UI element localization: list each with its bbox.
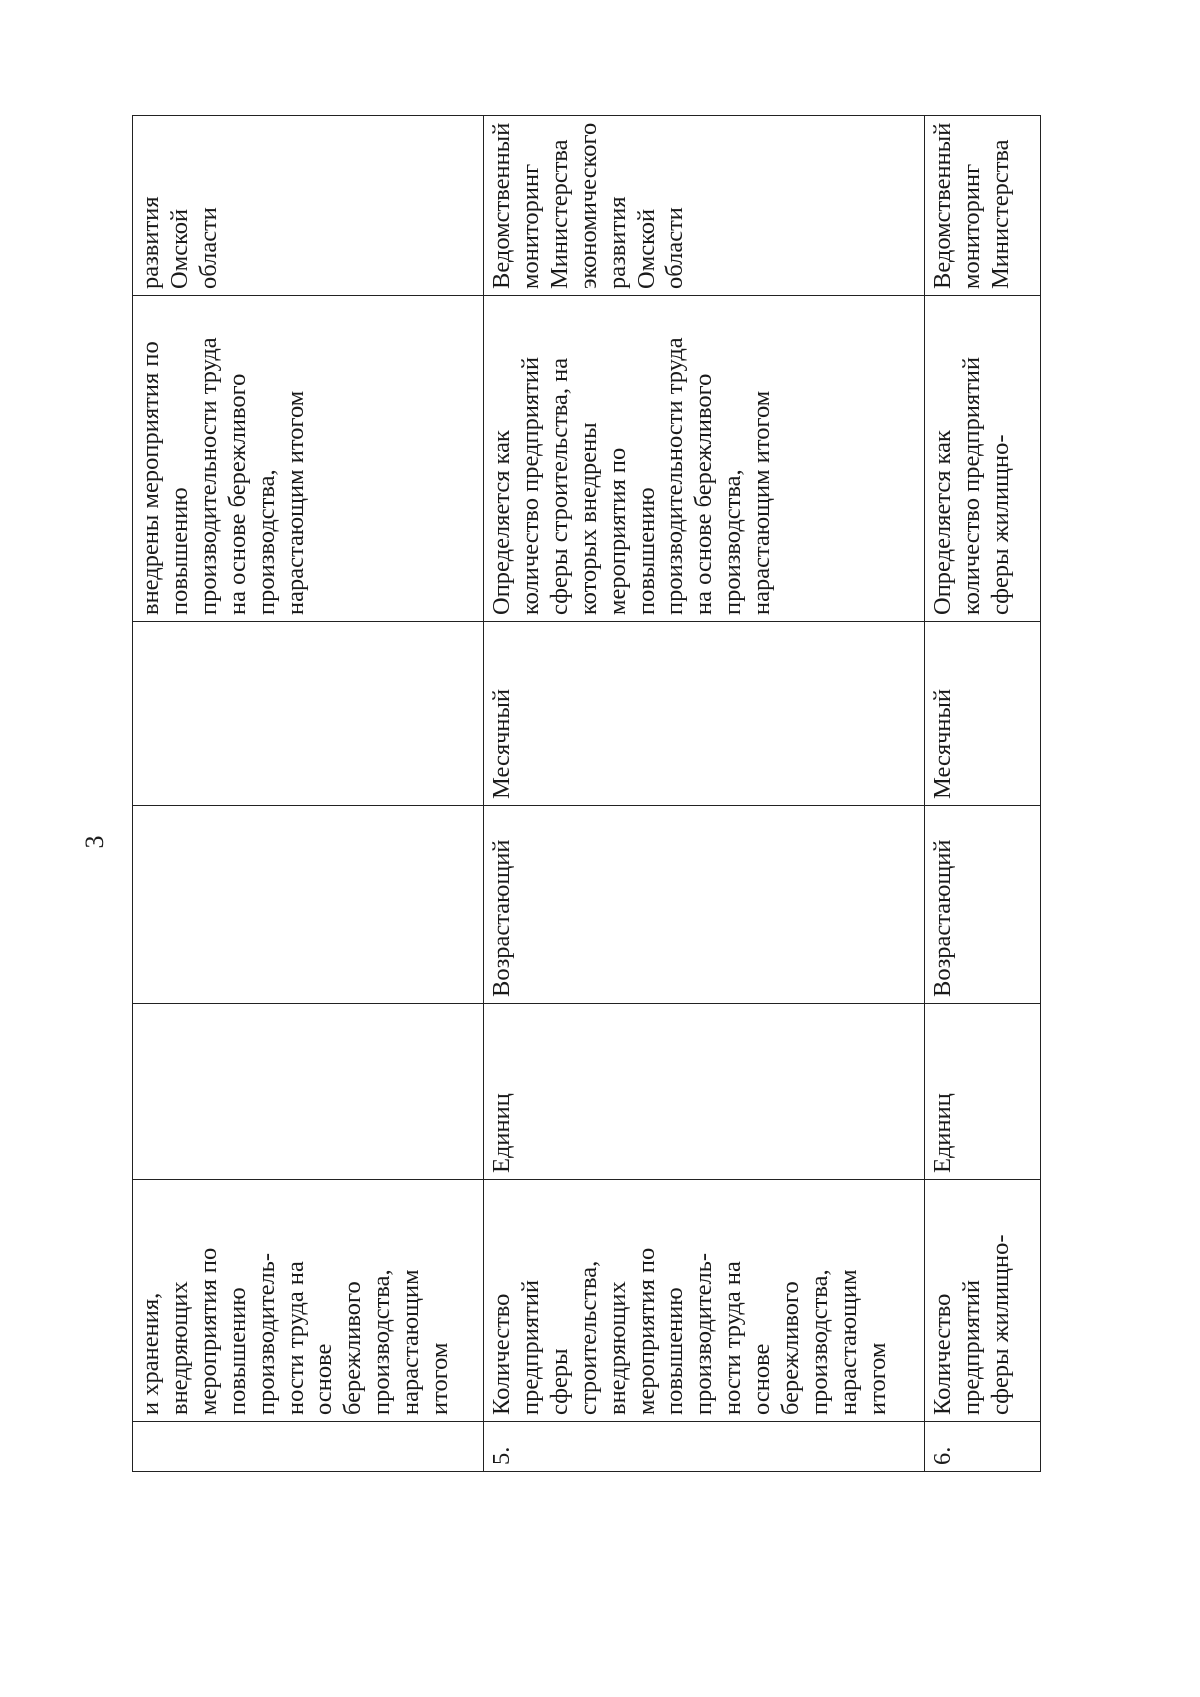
cell-number: 6. [925, 1422, 1041, 1472]
cell-direction: Возрастающий [925, 806, 1041, 1004]
cell-period [133, 622, 484, 806]
cell-number: 5. [484, 1422, 925, 1472]
cell-method: Определяется как количество предприятий сферы жилищно- [925, 296, 1041, 622]
cell-period: Месячный [925, 622, 1041, 806]
indicator-table [132, 115, 1041, 1472]
cell-unit [133, 1004, 484, 1180]
cell-method: Определяется как количество предприятий сферы строительства, на которых внедрены мероприятия по повышению производительности труда на основе бережливого производства, нарастающим итогом [484, 296, 925, 622]
cell-direction: Возрастающий [484, 806, 925, 1004]
cell-indicator-name: Количество предприятий сферы строительства, внедряющих мероприятия по повышению производитель- ности труда на основе бережливого производства, нарастающим итогом [484, 1180, 925, 1422]
table-row [484, 116, 925, 1472]
cell-indicator-name: и хранения, внедряющих мероприятия по повышению производитель- ности труда на основе бережливого производства, нарастающим итогом [133, 1180, 484, 1422]
cell-source: Ведомственный мониторинг Министерства экономического развития Омской области [484, 116, 925, 296]
cell-period: Месячный [484, 622, 925, 806]
cell-indicator-name: Количество предприятий сферы жилищно- [925, 1180, 1041, 1422]
cell-unit: Единиц [484, 1004, 925, 1180]
cell-method: внедрены мероприятия по повышению производительности труда на основе бережливого производства, нарастающим итогом [133, 296, 484, 622]
cell-direction [133, 806, 484, 1004]
page-number: 3 [80, 835, 109, 849]
cell-source: развития Омской области [133, 116, 484, 296]
table-row [925, 116, 1041, 1472]
table-row [133, 116, 484, 1472]
cell-number [133, 1422, 484, 1472]
cell-unit: Единиц [925, 1004, 1041, 1180]
cell-source: Ведомственный мониторинг Министерства [925, 116, 1041, 296]
